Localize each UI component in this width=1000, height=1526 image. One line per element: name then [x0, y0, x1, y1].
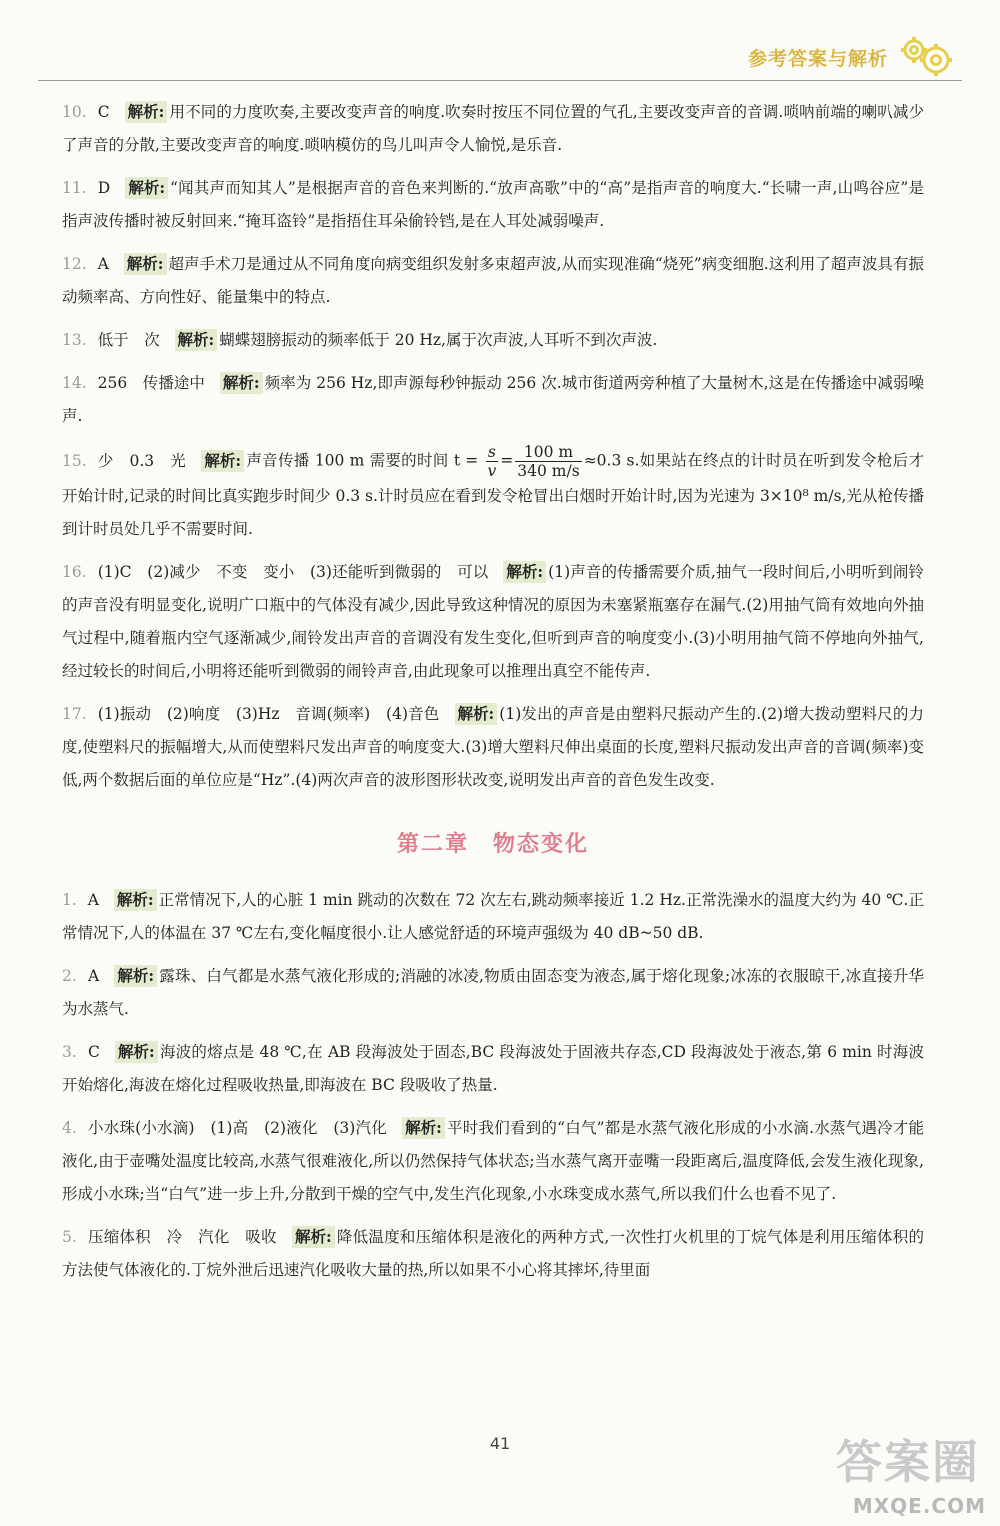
- item-answer: A: [87, 967, 100, 985]
- item-answer: 小水珠(小水滴) (1)高 (2)液化 (3)汽化: [87, 1119, 387, 1137]
- analysis-tag: 解析:: [125, 101, 168, 123]
- analysis-tag: 解析:: [115, 1041, 158, 1063]
- fraction-numerator: s: [486, 443, 499, 462]
- item-analysis: (1)发出的声音是由塑料尺振动产生的.(2)增大拨动塑料尺的力度,使塑料尺的振幅增大,从而使塑料尺发出声音的响度变大.(3)增大塑料尺伸出桌面的长度,塑料尺振动发出声音的音调(频率)变低,两个数据后面的单位应是“Hz”.(4)两次声音的波形图形状改变,说明发出声音的音色发生改变.: [62, 705, 924, 789]
- answer-item-16: [62, 556, 924, 688]
- item-answer: C: [87, 1043, 100, 1061]
- fraction-s-over-v: [486, 443, 499, 480]
- answer-item-10: [62, 96, 924, 162]
- analysis-tag: 解析:: [292, 1226, 335, 1248]
- item-number: 11.: [62, 179, 87, 197]
- analysis-tag: 解析:: [503, 561, 546, 583]
- item-analysis: 声音传播 100 m 需要的时间 t =: [246, 451, 479, 470]
- item-analysis: (1)声音的传播需要介质,抽气一段时间后,小明听到闹铃的声音没有明显变化,说明广口瓶中的气体没有减少,因此导致这种情况的原因为未塞紧瓶塞存在漏气.(2)用抽气筒有效地向外抽气过程中,随着瓶内空气逐渐减少,闹铃发出声音的音调没有发生变化,但听到声音的响度变小.(3)小明用抽气筒不停地向外抽气,经过较长的时间后,小明将还能听到微弱的闹铃声音,由此现象可以推理出真空不能传声.: [62, 563, 924, 680]
- page-header: [38, 30, 962, 81]
- answer-item-15: [62, 443, 924, 546]
- analysis-tag: 解析:: [114, 889, 157, 911]
- analysis-tag: 解析:: [124, 253, 167, 275]
- fraction-denominator: 340 m/s: [517, 462, 580, 480]
- page-number: 41: [489, 1434, 511, 1453]
- watermark: [796, 1418, 986, 1518]
- item-analysis: 平时我们看到的“白气”都是水蒸气液化形成的小水滴.水蒸气遇冷才能液化,由于壶嘴处温度比较高,水蒸气很难液化,所以仍然保持气体状态;当水蒸气离开壶嘴一段距离后,温度降低,会发生液化现象,形成小水珠;当“白气”进一步上升,分散到干燥的空气中,发生汽化现象,小水珠变成水蒸气,所以我们什么也看不见了.: [62, 1119, 925, 1203]
- item-number: 1.: [62, 891, 77, 909]
- item-answer: A: [87, 891, 99, 909]
- header-title: 参考答案与解析: [747, 48, 888, 70]
- item-answer: 少 0.3 光: [97, 451, 187, 470]
- analysis-tag: 解析:: [201, 450, 244, 472]
- analysis-tag: 解析:: [220, 372, 263, 394]
- item-number: 4.: [62, 1119, 77, 1137]
- answer-item-ch2-4: [62, 1112, 924, 1211]
- item-analysis: 用不同的力度吹奏,主要改变声音的响度.吹奏时按压不同位置的气孔,主要改变声音的音调.唢呐前端的喇叭减少了声音的分散,主要改变声音的响度.唢呐模仿的鸟儿叫声令人愉悦,是乐音.: [62, 103, 924, 154]
- item-answer: 压缩体积 冷 汽化 吸收: [87, 1228, 277, 1246]
- analysis-tag: 解析:: [455, 703, 498, 725]
- watermark-logo: 答案圈: [836, 1435, 980, 1489]
- item-analysis: 蝴蝶翅膀振动的频率低于 20 Hz,属于次声波,人耳听不到次声波.: [219, 331, 658, 349]
- gears-icon: [892, 30, 962, 80]
- item-number: 2.: [62, 967, 77, 985]
- equals-sign: =: [500, 451, 514, 470]
- answer-item-ch2-2: [62, 960, 924, 1026]
- watermark-site: MXQE.COM: [852, 1494, 986, 1518]
- item-answer: (1)C (2)减少 不变 变小 (3)还能听到微弱的 可以: [97, 563, 489, 581]
- item-number: 3.: [62, 1043, 77, 1061]
- fraction-distance-over-speed: [515, 443, 581, 480]
- item-answer: 256 传播途中: [97, 374, 205, 392]
- item-number: 5.: [62, 1228, 77, 1246]
- answer-item-12: [62, 248, 924, 314]
- item-number: 15.: [62, 451, 87, 470]
- answer-item-14: [62, 367, 924, 433]
- fraction-numerator: 100 m: [515, 443, 581, 462]
- answer-content: [62, 96, 924, 1297]
- item-number: 17.: [62, 705, 87, 723]
- item-answer: D: [97, 179, 111, 197]
- answer-item-ch2-3: [62, 1036, 924, 1102]
- answer-item-13: [62, 324, 924, 357]
- analysis-tag: 解析:: [175, 329, 218, 351]
- answer-item-11: [62, 172, 924, 238]
- item-analysis: 正常情况下,人的心脏 1 min 跳动的次数在 72 次左右,跳动频率接近 1.2 Hz.正常洗澡水的温度大约为 40 ℃.正常情况下,人的体温在 37 ℃左右,变化幅度很小.让人感觉舒适的环境声强级为 40 dB~50 dB.: [62, 891, 924, 942]
- item-answer: 低于 次: [97, 331, 160, 349]
- item-number: 14.: [62, 374, 87, 392]
- item-answer: A: [97, 255, 109, 273]
- answer-item-ch2-5: [62, 1221, 924, 1287]
- item-number: 10.: [62, 103, 87, 121]
- item-number: 13.: [62, 331, 87, 349]
- answer-item-ch2-1: [62, 884, 924, 950]
- item-answer: (1)振动 (2)响度 (3)Hz 音调(频率) (4)音色: [97, 705, 440, 723]
- item-analysis: 降低温度和压缩体积是液化的两种方式,一次性打火机里的丁烷气体是利用压缩体积的方法使气体液化的.丁烷外泄后迅速汽化吸收大量的热,所以如果不小心将其摔坏,待里面: [62, 1228, 924, 1279]
- analysis-tag: 解析:: [402, 1117, 445, 1139]
- answer-item-17: [62, 698, 924, 797]
- analysis-tag: 解析:: [125, 177, 168, 199]
- item-answer: C: [97, 103, 110, 121]
- analysis-tag: 解析:: [114, 965, 157, 987]
- item-analysis-continued: ≈0.3 s.如果站在终点的计时员在听到发令枪后才开始计时,记录的时间比真实跑步时间少 0.3 s.计时员应在看到发令枪冒出白烟时开始计时,因为光速为 3×10⁸ m/s,光从枪传播到计时员处几乎不需要时间.: [62, 451, 924, 538]
- item-analysis: 超声手术刀是通过从不同角度向病变组织发射多束超声波,从而实现准确“烧死”病变细胞.这利用了超声波具有振动频率高、方向性好、能量集中的特点.: [62, 255, 924, 306]
- item-analysis: 海波的熔点是 48 ℃,在 AB 段海波处于固态,BC 段海波处于固液共存态,CD 段海波处于液态,第 6 min 时海波开始熔化,海波在熔化过程吸收热量,即海波在 BC 段吸收了热量.: [62, 1043, 924, 1094]
- item-analysis: 频率为 256 Hz,即声源每秒钟振动 256 次.城市街道两旁种植了大量树木,这是在传播途中减弱噪声.: [62, 374, 924, 425]
- item-analysis: 露珠、白气都是水蒸气液化形成的;消融的冰凌,物质由固态变为液态,属于熔化现象;冰冻的衣服晾干,冰直接升华为水蒸气.: [62, 967, 925, 1018]
- item-analysis: “闻其声而知其人”是根据声音的音色来判断的.“放声高歌”中的“高”是指声音的响度大.“长啸一声,山鸣谷应”是指声波传播时被反射回来.“掩耳盗铃”是指捂住耳朵偷铃铛,是在人耳处减弱噪声.: [62, 179, 924, 230]
- chapter-title: 第二章 物态变化: [396, 832, 589, 857]
- fraction-denominator: v: [487, 462, 497, 480]
- item-number: 16.: [62, 563, 87, 581]
- item-number: 12.: [62, 255, 87, 273]
